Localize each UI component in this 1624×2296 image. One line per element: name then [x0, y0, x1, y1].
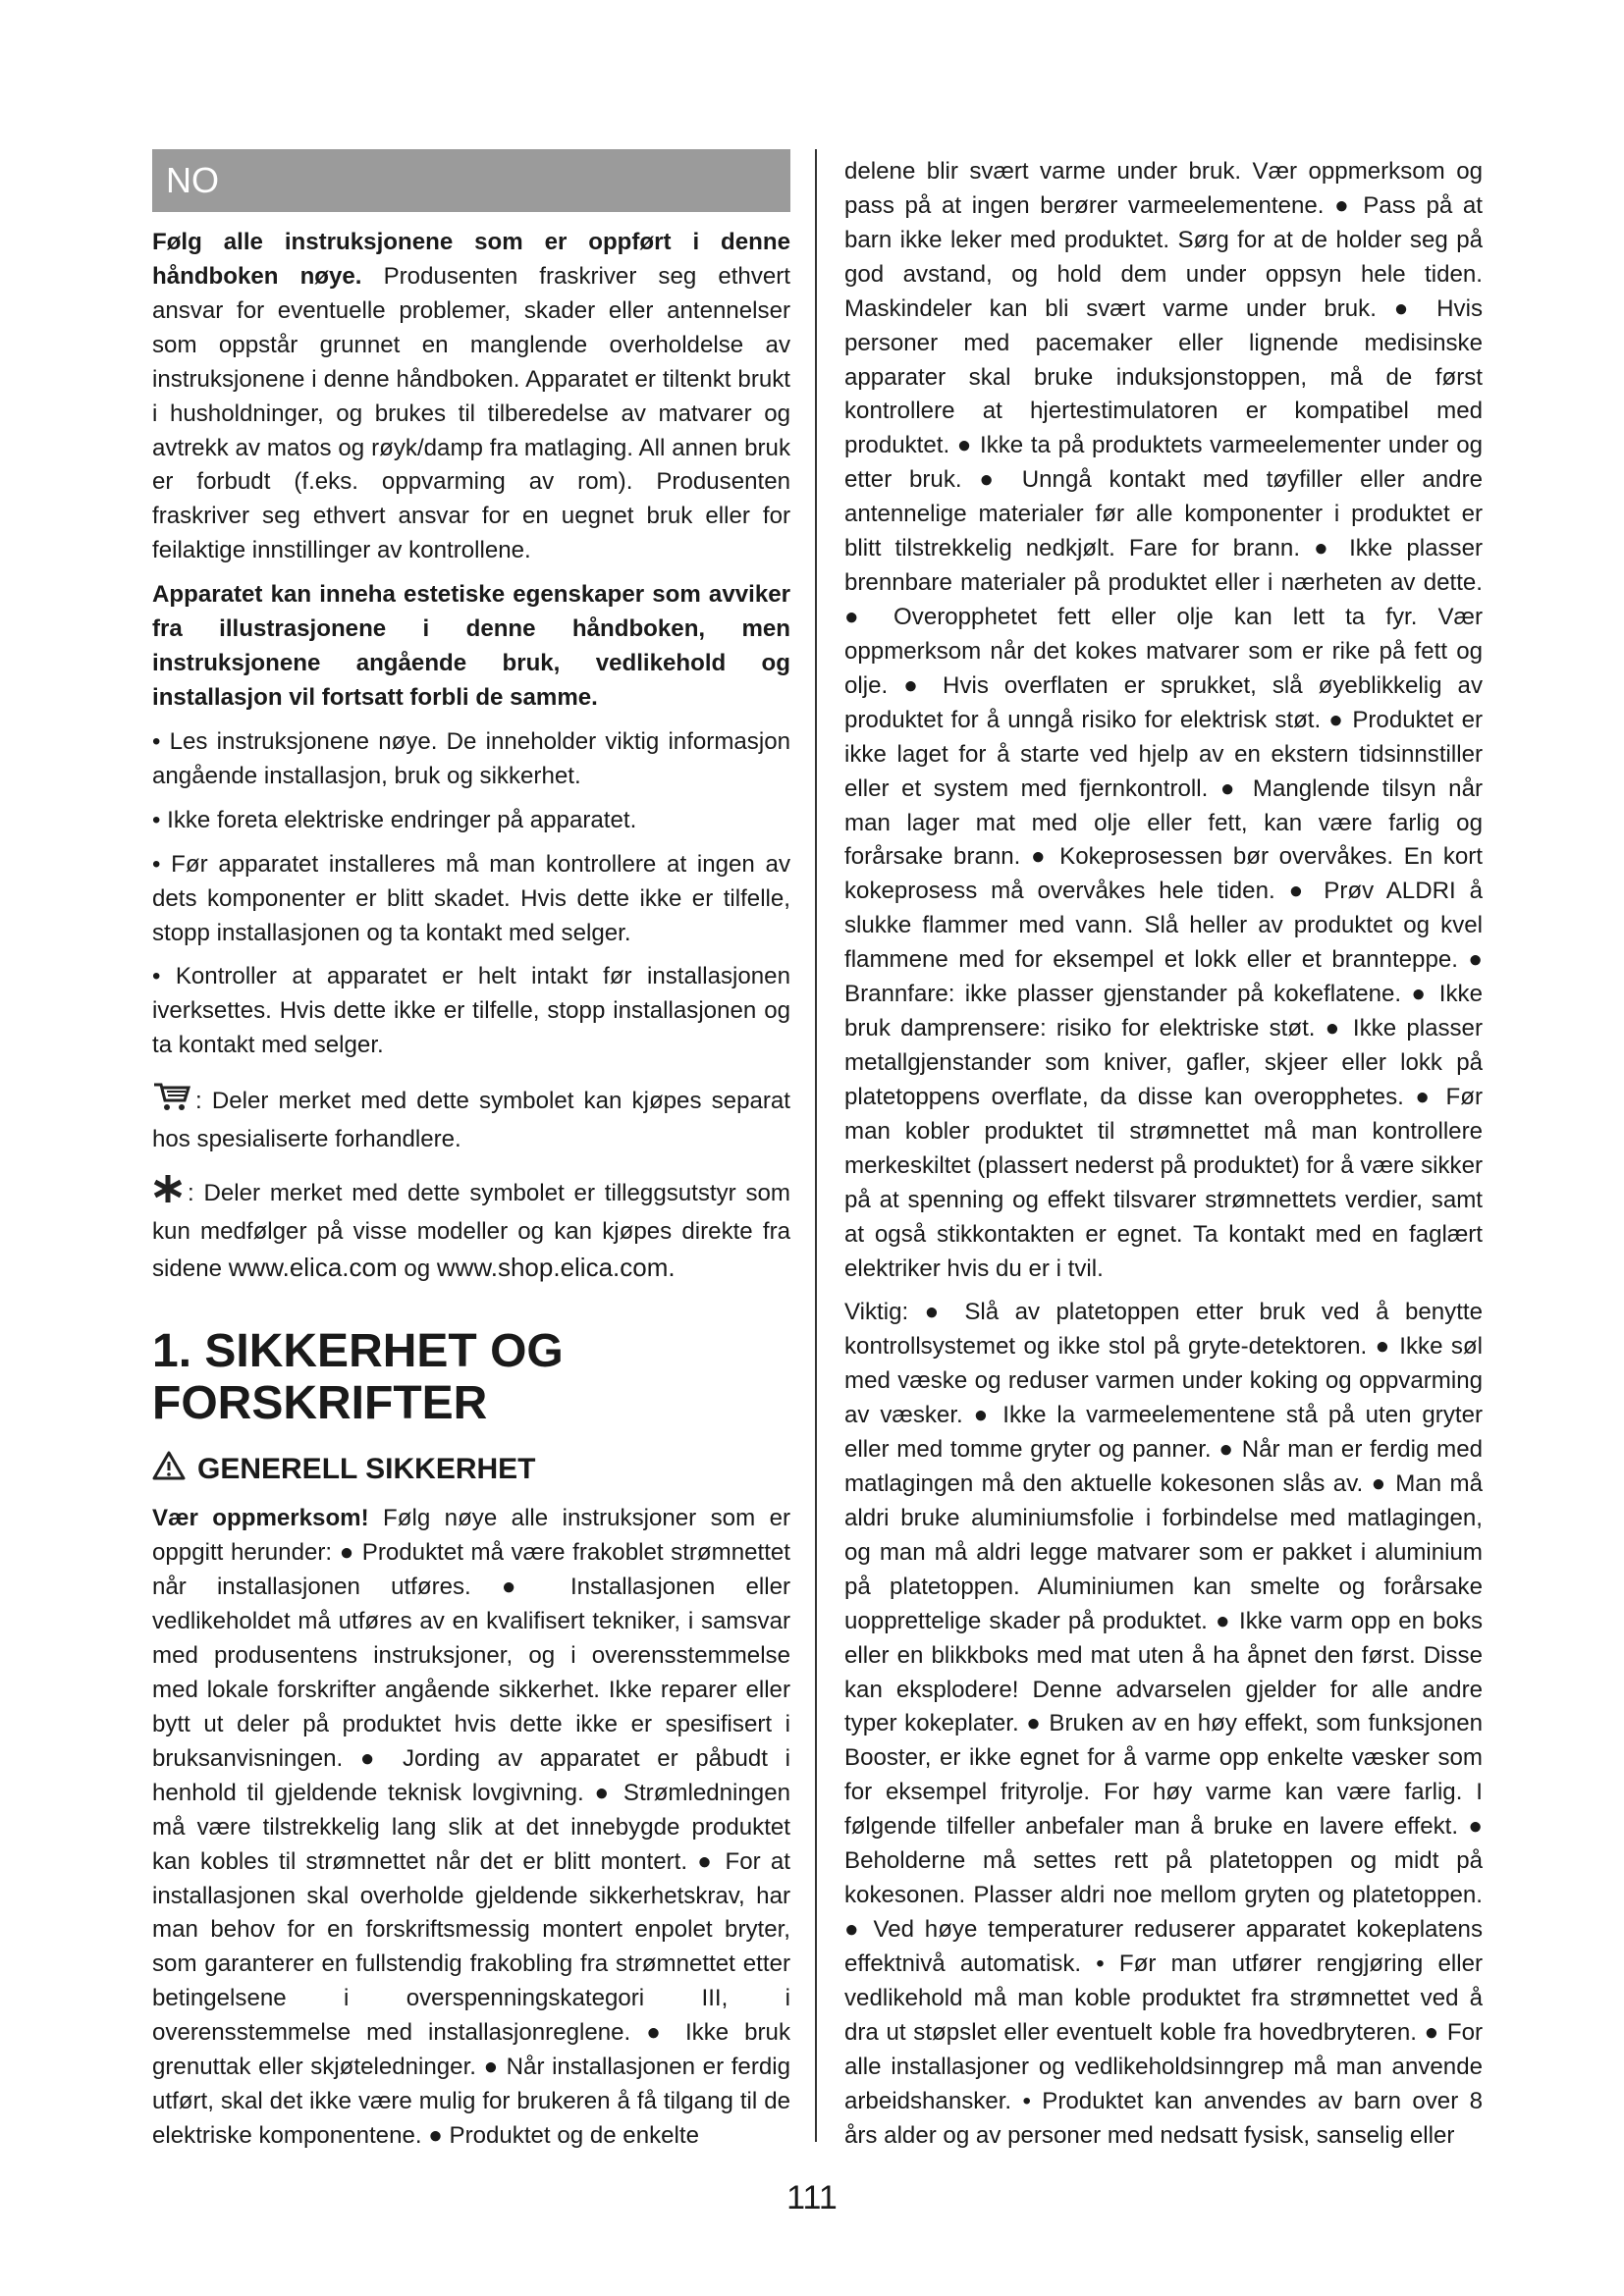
subsection-heading	[152, 1451, 790, 1488]
section-title: 1. SIKKERHET OG FORSKRIFTER	[152, 1324, 564, 1429]
shopping-cart-icon	[152, 1079, 191, 1123]
intro-paragraph	[152, 226, 790, 568]
cart-note-text: : Deler merket med dette symbolet kan kjøpes separat hos spesialiserte forhandlere.	[152, 1088, 790, 1153]
aesthetic-note: Apparatet kan inneha estetiske egenskaper som avviker fra illustrasjonene i denne håndboken, men instruksjonene angående bruk, vedlikehold og installasjon vil fortsatt forbli de samme.	[152, 581, 790, 711]
bullet-item: • Før apparatet installeres må man kontrollere at ingen av dets komponenter er blitt skadet. Hvis dette ikke er tilfelle, stopp installasjonen og ta kontakt med selger.	[152, 850, 790, 946]
star-symbol-note	[152, 1173, 790, 1287]
bullet-item: • Les instruksjonene nøye. De inneholder viktig informasjon angående installasjon, bruk og sikkerhet.	[152, 727, 790, 789]
language-code: NO	[166, 160, 219, 200]
cart-symbol-note	[152, 1079, 790, 1157]
intro-text: Produsenten fraskriver seg ethvert ansvar for eventuelle problemer, skader eller antennelser som oppstår grunnet en manglende overholdelse av instruksjonene i denne håndboken. Apparatet er tiltenkt brukt i husholdninger, og brukes til tilberedelse av matvarer og avtrekk av matos og røyk/damp fra matlaging. All annen bruk er forbudt (f.eks. oppvarming av rom). Produsenten fraskriver seg ethvert ansvar for en uegnet bruk eller for feilaktige innstillinger av kontrollene.	[152, 262, 790, 564]
column-divider	[815, 149, 817, 2142]
safety-bold: Vær oppmerksom!	[152, 1505, 369, 1532]
safety-paragraph	[152, 1502, 790, 2154]
bullet-item: • Kontroller at apparatet er helt intakt før installasjonen iverksettes. Hvis dette ikke er tilfelle, stopp installasjonen og ta kontakt med selger.	[152, 963, 790, 1059]
left-column	[152, 149, 790, 2154]
safety-text: Følg nøye alle instruksjoner som er oppgitt herunder: ● Produktet må være frakoblet strømnettet når installasjonen utføres. ● Installasjonen eller vedlikeholdet må utføres av en kvalifisert tekniker, i samsvar med produsentens instruksjoner, og i overensstemmelse med lokale forskrifter angående sikkerhet. Ikke reparer eller bytt ut deler på produktet hvis dette ikke er spesifisert i bruksanvisningen. ● Jording av apparatet er påbudt i henhold til gjeldende teknisk lovgivning. ● Strømledningen må være tilstrekkelig lang slik at det innebygde produktet kan kobles til strømnettet når det er blitt montert. ● For at installasjonen skal overholde gjeldende sikkerhetskrav, har man behov for en forskriftsmessig montert enpolet bryter, som garanterer en fullstendig frakobling fra strømnettet etter betingelsene i overspenningskategori III, i overensstemmelse med installasjonreglene. ● Ikke bruk grenuttak eller skjøteledninger. ● Når installasjonen er ferdig utført, skal det ikke være mulig for brukeren å få tilgang til de elektriske komponentene. ● Produktet og de enkelte	[152, 1505, 790, 2149]
right-paragraph-1: delene blir svært varme under bruk. Vær oppmerksom og pass på at ingen berører varmeelementene. ● Pass på at barn ikke leker med produktet. Sørg for at de holder seg på god avstand, og hold dem under oppsyn hele tiden. Maskindeler kan bli svært varme under bruk. ● Hvis personer med pacemaker eller lignende medisinske apparater skal bruke induksjonstoppen, må de først kontrollere at hjertestimulatoren er kompatibel med produktet. ● Ikke ta på produktets varmeelementer under og etter bruk. ● Unngå kontakt med tøyfiller eller andre antennelige materialer før alle komponenter i produktet er blitt tilstrekkelig nedkjølt. Fare for brann. ● Ikke plasser brennbare materialer på produktet eller i nærheten av dette. ● Overopphetet fett eller olje kan lett ta fyr. Vær oppmerksom når det kokes matvarer som er rike på fett og olje. ● Hvis overflaten er sprukket, slå øyeblikkelig av produktet for å unngå risiko for elektrisk støt. ● Produktet er ikke laget for å starte ved hjelp av en ekstern tidsinnstiller eller et system med fjernkontroll. ● Manglende tilsyn når man lager mat med olje eller fett, kan være farlig og forårsake brann. ● Kokeprosessen bør overvåkes. En kort kokeprosess må overvåkes hele tiden. ● Prøv ALDRI å slukke flammer med vann. Slå heller av produktet og kvel flammene med for eksempel et lokk eller et brannteppe. ● Brannfare: ikke plasser gjenstander på kokeflatene. ● Ikke bruk damprensere: risiko for elektriske støt. ● Ikke plasser metallgjenstander som kniver, gafler, skjeer eller lokk på platetoppens overflate, da disse kan overopphetes. ● Før man kobler produktet til strømnettet må man kontrollere merkeskiltet (plassert nederst på produktet) for å være sikker på at spenning og effekt tilsvarer strømnettets verdier, samt at også stikkontakten er egnet. Ta kontakt med en faglært elektriker hvis du er i tvil.	[844, 158, 1483, 1282]
language-header	[152, 149, 790, 212]
elica-url-link[interactable]: www.elica.com	[228, 1252, 398, 1282]
url-end: .	[668, 1252, 676, 1282]
url-connector: og	[397, 1255, 437, 1282]
subsection-title: GENERELL SIKKERHET	[197, 1453, 536, 1486]
right-column	[844, 155, 1483, 2153]
asterisk-icon	[152, 1173, 184, 1215]
intro-bold: Følg alle instruksjonene som er oppført i denne håndboken nøye.	[152, 229, 790, 290]
page-number: 111	[786, 2179, 838, 2216]
bullet-item: • Ikke foreta elektriske endringer på apparatet.	[152, 806, 637, 833]
right-paragraph-2: Viktig: ● Slå av platetoppen etter bruk ved å benytte kontrollsystemet og ikke stol på gryte-detektoren. ● Ikke søl med væske og reduser varmen under koking og oppvarming av væsker. ● Ikke la varmeelementene stå på uten gryter eller med tomme gryter og panner. ● Når man er ferdig med matlagingen må den aktuelle kokesonen slås av. ● Man må aldri bruke aluminiumsfolie i forbindelse med matlagingen, og man må aldri legge matvarer som er pakket i aluminium på platetoppen. Aluminiumen kan smelte og forårsake uopprettelige skader på produktet. ● Ikke varm opp en boks eller en blikkboks med mat uten å ha åpnet den først. Disse kan eksplodere! Denne advarselen gjelder for alle andre typer kokeplater. ● Bruken av en høy effekt, som funksjonen Booster, er ikke egnet for å varme opp enkelte væsker som for eksempel frityrolje. For høy varme kan være farlig. I følgende tilfeller anbefaler man å bruke en lavere effekt. ● Beholderne må settes rett på platetoppen og midt på kokesonen. Plasser aldri noe mellom gryten og platetoppen. ● Ved høye temperaturer reduserer apparatet kokeplatens effektnivå automatisk. • Før man utfører rengjøring eller vedlikehold må man koble produktet fra strømnettet ved å dra ut støpslet eller eventuelt koble fra hovedbryteren. ● For alle installasjoner og vedlikeholdsinngrep må man anvende arbeidshansker. • Produktet kan anvendes av barn over 8 års alder og av personer med nedsatt fysisk, sanselig eller	[844, 1299, 1483, 2149]
warning-triangle-icon	[152, 1451, 186, 1488]
star-note-text: : Deler merket med dette symbolet er tilleggsutstyr som kun medfølger på visse modeller og kan kjøpes direkte fra sidene	[152, 1180, 790, 1282]
elica-shop-url-link[interactable]: www.shop.elica.com	[436, 1252, 669, 1282]
